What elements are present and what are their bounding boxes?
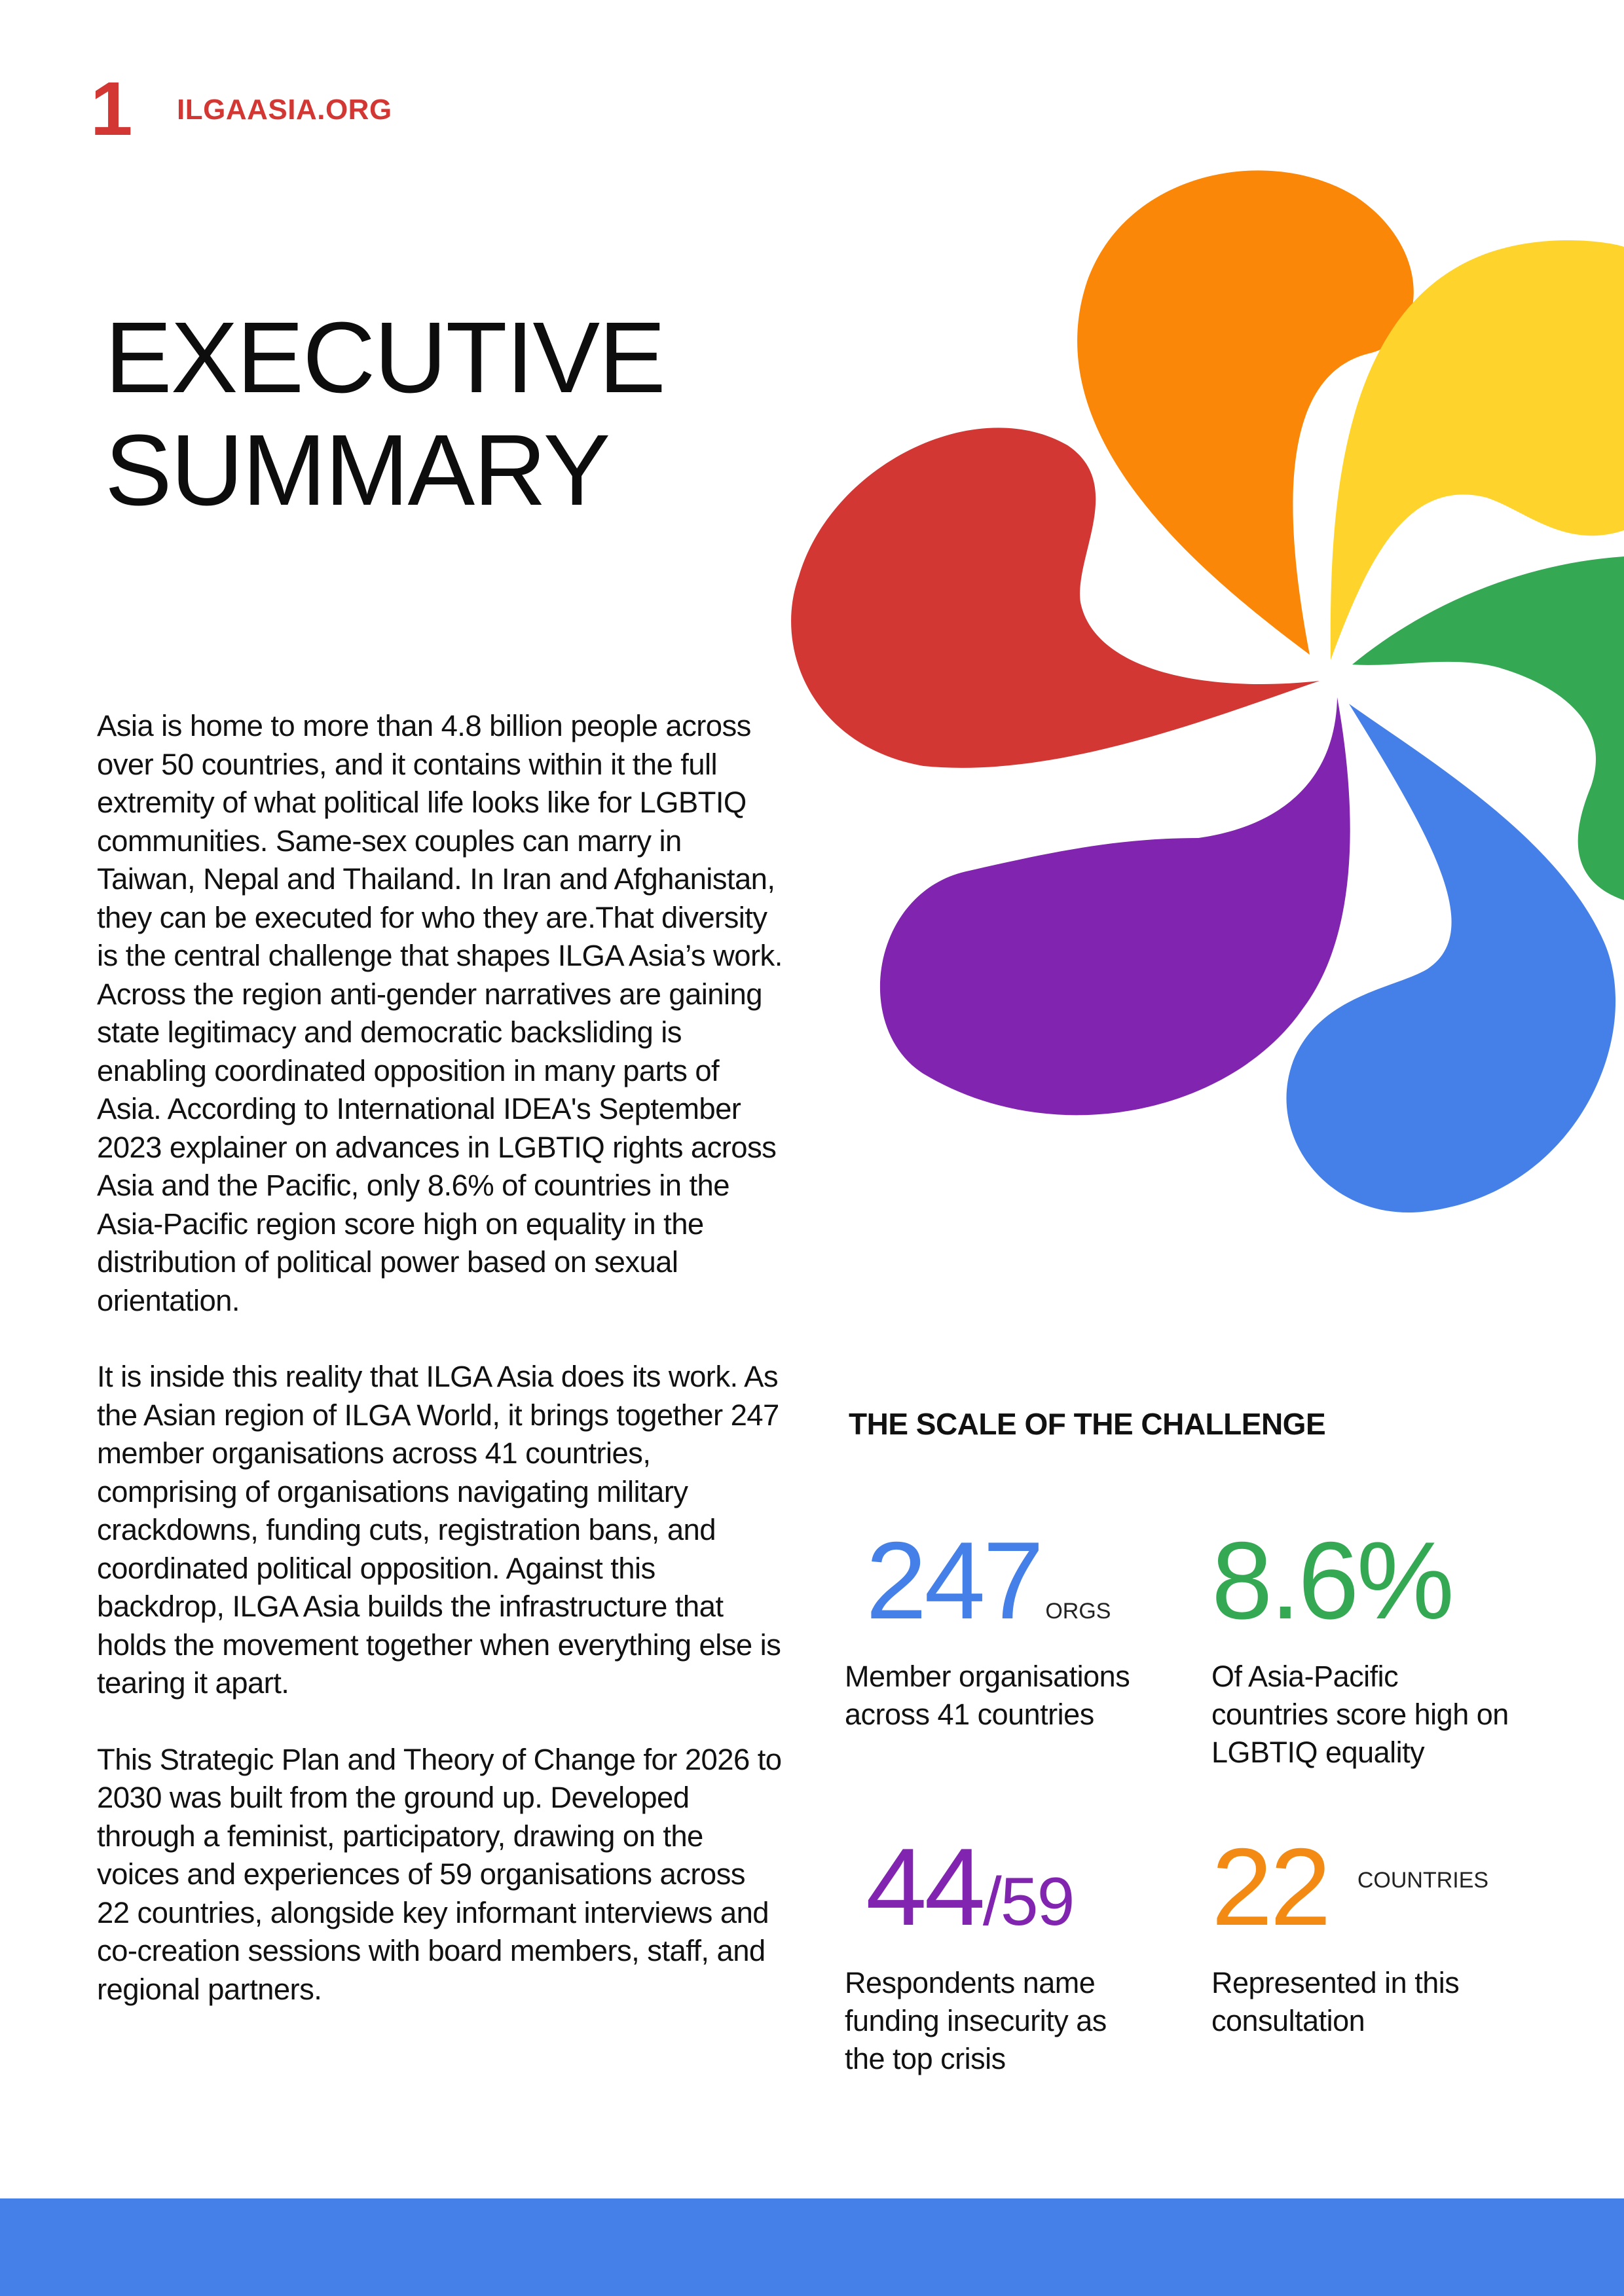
stat-countries-represented (1211, 1825, 1552, 2040)
page-title-line-2: SUMMARY (105, 414, 610, 526)
site-url[interactable]: ILGAASIA.ORG (177, 94, 392, 126)
footer-band (0, 2198, 1624, 2296)
stat-number-row (1211, 1825, 1552, 1948)
stat-funding-insecurity (845, 1825, 1172, 2078)
stat-description: Respondents name funding insecurity as the top crisis (845, 1966, 1107, 2075)
rainbow-pinwheel-illustration (786, 157, 1624, 1244)
stat-number-row (845, 1519, 1172, 1642)
page-title-line-1: EXECUTIVE (105, 301, 665, 414)
stat-equality-score (1211, 1519, 1539, 1772)
body-text (97, 707, 784, 2047)
stat-description: Of Asia-Pacific countries score high on LGBTIQ equality (1211, 1660, 1509, 1769)
stat-number: 247 (866, 1519, 1042, 1642)
stat-number-row (845, 1825, 1172, 1948)
body-paragraph-2: It is inside this reality that ILGA Asia does its work. As the Asian region of ILGA World, it brings together 247 member organisations across 41 countries, comprising of organisations navigating military crackdowns, funding cuts, registration bans, and coordinated political opposition. Against this backdrop, ILGA Asia builds the infrastructure that holds the movement together when everything else is tearing it apart. (97, 1360, 781, 1700)
stat-number: 8.6% (1211, 1519, 1452, 1642)
body-paragraph-1: Asia is home to more than 4.8 billion people across over 50 countries, and it contains within it the full extremity of what political life looks like for LGBTIQ communities. Same-sex couples can marry in Taiwan, Nepal and Thailand. In Iran and Afghanistan, they can be executed for who they are.That diversity is the central challenge that shapes ILGA Asia’s work. Across the region anti-gender narratives are gaining state legitimacy and democratic backsliding is enabling coordinated opposition in many parts of Asia. According to International IDEA's September 2023 explainer on advances in LGBTIQ rights across Asia and the Pacific, only 8.6% of countries in the Asia-Pacific region score high on equality in the distribution of political power based on sexual orientation. (97, 709, 783, 1317)
stat-number-row (1211, 1519, 1539, 1642)
stat-number: 44 (866, 1825, 983, 1948)
page-title (105, 301, 665, 526)
body-paragraph-3: This Strategic Plan and Theory of Change for 2026 to 2030 was built from the ground up. Developed through a feminist, participatory, drawing on the voices and experiences of 59 organisations across 22 countries, alongside key informant interviews and co-creation sessions with board members, staff, and regional partners. (97, 1742, 782, 2006)
stat-unit: ORGS (1045, 1599, 1111, 1624)
stat-description: Represented in this consultation (1211, 1966, 1460, 2037)
stat-description: Member organisations across 41 countries (845, 1660, 1130, 1731)
stats-heading: THE SCALE OF THE CHALLENGE (849, 1407, 1326, 1441)
stat-member-orgs (845, 1519, 1172, 1734)
stat-unit: COUNTRIES (1357, 1867, 1489, 1893)
page-number: 1 (90, 66, 133, 151)
stat-number-suffix: /59 (982, 1864, 1074, 1940)
stat-number: 22 (1211, 1825, 1329, 1948)
